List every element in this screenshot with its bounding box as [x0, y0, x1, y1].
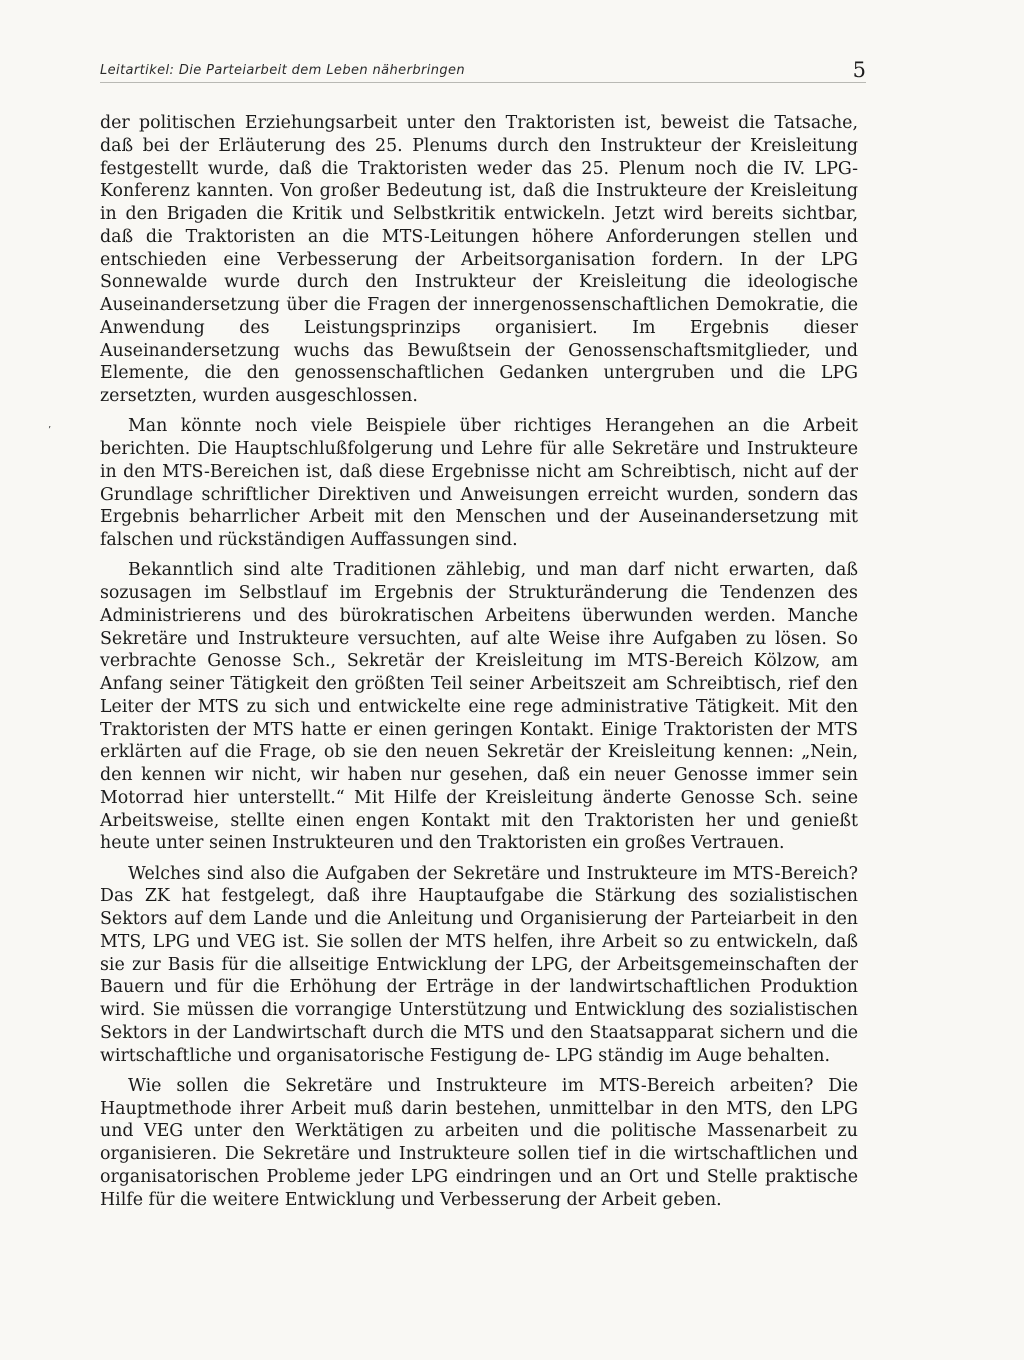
- paragraph-1: der politischen Erziehungsarbeit unter den Traktoristen ist, beweist die Tatsache, daß bei der Erläuterung des 25. Plenums durch den Instrukteur der Kreisleitung festgestellt wurde, daß die Traktoristen weder das 25. Plenum noch die IV. LPG-Konferenz kannten. Von großer Bedeutung ist, daß die Instrukteure der Kreisleitung in den Brigaden die Kritik und Selbstkritik entwickeln. Jetzt wird bereits sichtbar, daß die Traktoristen an die MTS-Leitungen höhere Anforderungen stellen und entschieden eine Verbesserung der Arbeitsorganisation fordern. In der LPG Sonnewalde wurde durch den Instrukteur der Kreisleitung die ideologische Auseinandersetzung über die Fragen der innergenossenschaftlichen Demokratie, die Anwendung des Leistungsprinzips organisiert. Im Ergebnis dieser Auseinandersetzung wuchs das Bewußtsein der Genossenschaftsmitglieder, und Elemente, die den genossenschaftlichen Gedanken untergruben und die LPG zersetzten, wurden ausgeschlossen.: [100, 113, 858, 406]
- paragraph-4: Welches sind also die Aufgaben der Sekretäre und Instrukteure im MTS-Bereich? Das ZK hat festgelegt, daß ihre Hauptaufgabe die Stärkung des sozialistischen Sektors auf dem Lande und die Anleitung und Organisierung der Parteiarbeit in den MTS, LPG und VEG ist. Sie sollen der MTS helfen, ihre Arbeit so zu entwickeln, daß sie zur Basis für die allseitige Entwicklung der LPG, der Arbeitsgemeinschaften der Bauern und für die Erhöhung der Erträge in der landwirtschaftlichen Produktion wird. Sie müssen die vorrangige Unterstützung und Entwicklung des sozialistischen Sektors in der Landwirtschaft durch die MTS und den Staatsapparat sichern und die wirtschaftliche und organisatorische Festigung de- LPG ständig im Auge behalten.: [100, 863, 858, 1066]
- paragraph-2: Man könnte noch viele Beispiele über richtiges Herangehen an die Arbeit berichten. Die Hauptschlußfolgerung und Lehre für alle Sekretäre und Instrukteure in den MTS-Bereichen ist, daß diese Ergebnisse nicht am Schreibtisch, nicht auf der Grundlage schriftlicher Direktiven und Anweisungen erreicht wurden, sondern das Ergebnis beharrlicher Arbeit mit den Menschen und der Auseinandersetzung mit falschen und rückständigen Auffassungen sind.: [100, 416, 858, 550]
- page-number: 5: [852, 58, 866, 82]
- running-head: Leitartikel: Die Parteiarbeit dem Leben näherbringen: [100, 63, 466, 78]
- paragraph-5: Wie sollen die Sekretäre und Instrukteure im MTS-Bereich arbeiten? Die Hauptmethode ihrer Arbeit muß darin bestehen, unmittelbar in den MTS, den LPG und VEG unter den Werktätigen zu arbeiten und die politische Massenarbeit zu organisieren. Die Sekretäre und Instrukteure sollen tief in die wirtschaftlichen und organisatorischen Probleme jeder LPG eindringen und an Ort und Stelle praktische Hilfe für die weitere Entwicklung und Verbesserung der Arbeit geben.: [100, 1075, 858, 1210]
- header-rule: [100, 82, 866, 83]
- page-header: [100, 60, 866, 86]
- paragraph-3: Bekanntlich sind alte Traditionen zählebig, und man darf nicht erwarten, daß sozusagen im Selbstlauf im Ergebnis der Strukturänderung die Tendenzen des Administrierens und des bürokratischen Arbeitens überwunden werden. Manche Sekretäre und Instrukteure versuchten, auf alte Weise ihre Aufgaben zu lösen. So verbrachte Genosse Sch., Sekretär der Kreisleitung im MTS-Bereich Kölzow, am Anfang seiner Tätigkeit den größten Teil seiner Arbeitszeit am Schreibtisch, rief den Leiter der MTS zu sich und entwickelte eine rege administrative Tätigkeit. Mit den Traktoristen der MTS hatte er einen geringen Kontakt. Einige Traktoristen der MTS erklärten auf die Frage, ob sie den neuen Sekretär der Kreisleitung kennen: „Nein, den kennen wir nicht, wir haben nur gesehen, daß ein neuer Genosse immer sein Motorrad hier unterstellt.“ Mit Hilfe der Kreisleitung änderte Genosse Sch. seine Arbeitsweise, stellte einen engen Kontakt mit den Traktoristen her und genießt heute unter seinen Instrukteuren und den Traktoristen ein großes Vertrauen.: [100, 560, 858, 854]
- article-body: [100, 112, 858, 1219]
- margin-speck: ’: [48, 425, 52, 436]
